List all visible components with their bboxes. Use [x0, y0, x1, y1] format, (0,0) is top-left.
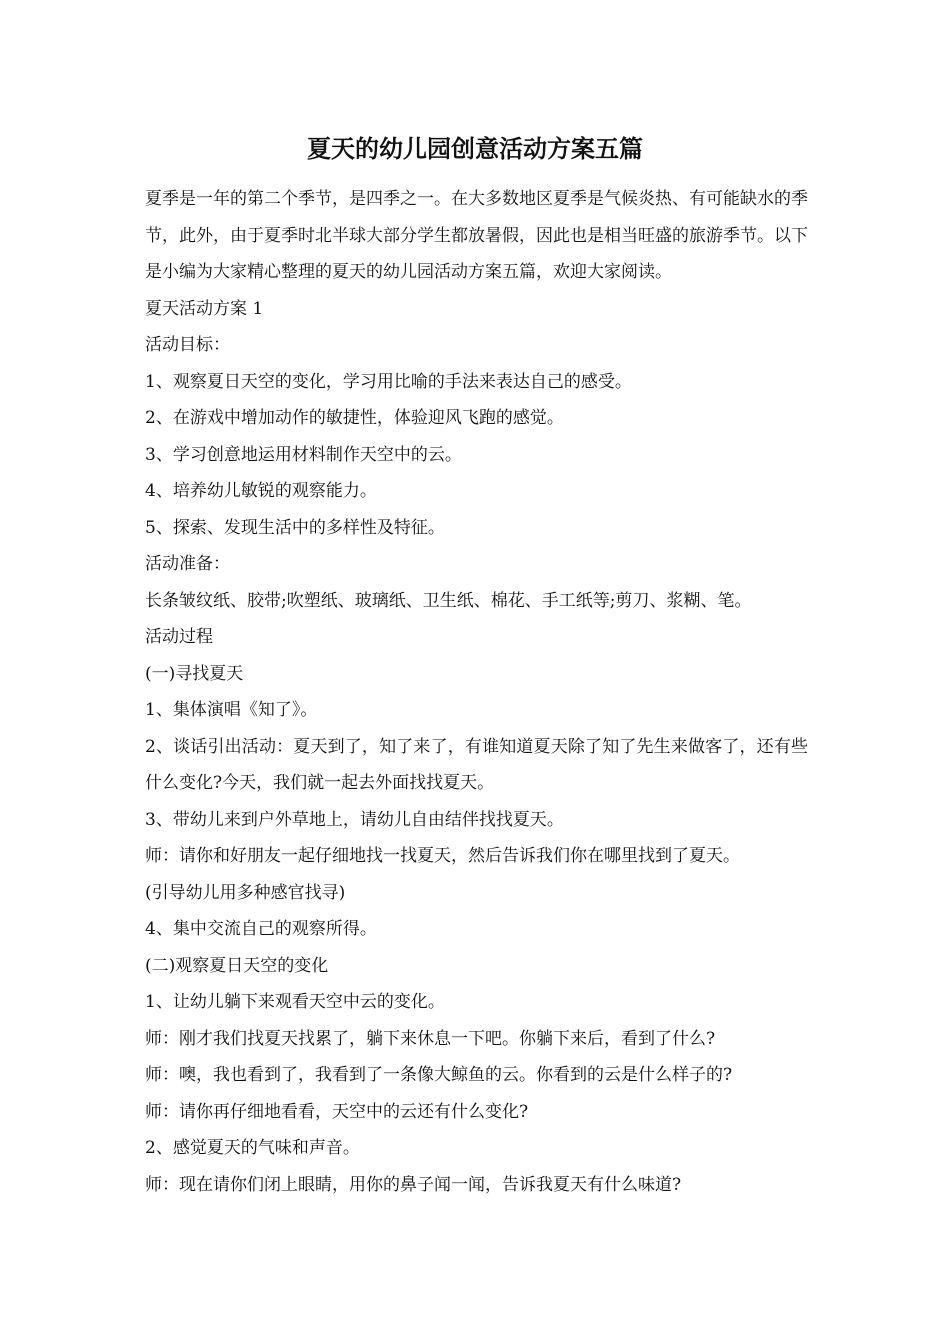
- paragraph: 3、带幼儿来到户外草地上，请幼儿自由结伴找找夏天。: [145, 809, 564, 830]
- document-title: 夏天的幼儿园创意活动方案五篇: [307, 134, 643, 163]
- paragraph: 1、观察夏日天空的变化，学习用比喻的手法来表达自己的感受。: [145, 371, 632, 392]
- paragraph: 2、感觉夏天的气味和声音。: [145, 1138, 360, 1158]
- paragraph: 活动准备：: [145, 554, 230, 574]
- paragraph: 活动过程: [145, 627, 213, 647]
- paragraph: 5、探索、发现生活中的多样性及特征。: [145, 517, 445, 538]
- paragraph: 3、学习创意地运用材料制作天空中的云。: [145, 444, 462, 465]
- paragraph: 师：刚才我们找夏天找累了，躺下来休息一下吧。你躺下来后，看到了什么?: [145, 1028, 716, 1049]
- paragraph: 4、集中交流自己的观察所得。: [145, 919, 377, 939]
- paragraph: 夏天活动方案 1: [145, 298, 264, 319]
- paragraph: (一)寻找夏天: [145, 663, 244, 684]
- paragraph: (引导幼儿用多种感官找寻): [145, 882, 346, 903]
- paragraph: 师：噢，我也看到了，我看到了一条像大鲸鱼的云。你看到的云是什么样子的?: [145, 1065, 733, 1085]
- paragraph: 1、集体演唱《知了》。: [145, 700, 318, 720]
- paragraph: 2、谈话引出活动：夏天到了，知了来了，有谁知道夏天除了知了先生来做客了，还有些什么变化?今天，我们就一起去外面找找夏天。: [145, 736, 808, 793]
- paragraph: 4、培养幼儿敏锐的观察能力。: [145, 481, 377, 501]
- paragraph: 师：请你和好朋友一起仔细地找一找夏天，然后告诉我们你在哪里找到了夏天。: [145, 846, 740, 866]
- paragraph: 长条皱纹纸、胶带;吹塑纸、玻璃纸、卫生纸、棉花、手工纸等;剪刀、浆糊、笔。: [145, 590, 752, 611]
- paragraph: 师：现在请你们闭上眼睛，用你的鼻子闻一闻，告诉我夏天有什么味道?: [145, 1174, 682, 1195]
- paragraph: 活动目标：: [145, 335, 230, 355]
- intro-paragraph: 夏季是一年的第二个季节，是四季之一。在大多数地区夏季是气候炎热、有可能缺水的季节，此外，由于夏季时北半球大部分学生都放暑假，因此也是相当旺盛的旅游季节。以下是小编为大家精心整理的夏天的幼儿园活动方案五篇，欢迎大家阅读。: [145, 189, 808, 282]
- paragraph: 1、让幼儿躺下来观看天空中云的变化。: [145, 992, 445, 1012]
- document-body: [145, 181, 808, 1203]
- paragraph: 师：请你再仔细地看看，天空中的云还有什么变化?: [145, 1101, 529, 1122]
- paragraph: 2、在游戏中增加动作的敏捷性，体验迎风飞跑的感觉。: [145, 408, 564, 428]
- paragraph: (二)观察夏日天空的变化: [145, 955, 329, 976]
